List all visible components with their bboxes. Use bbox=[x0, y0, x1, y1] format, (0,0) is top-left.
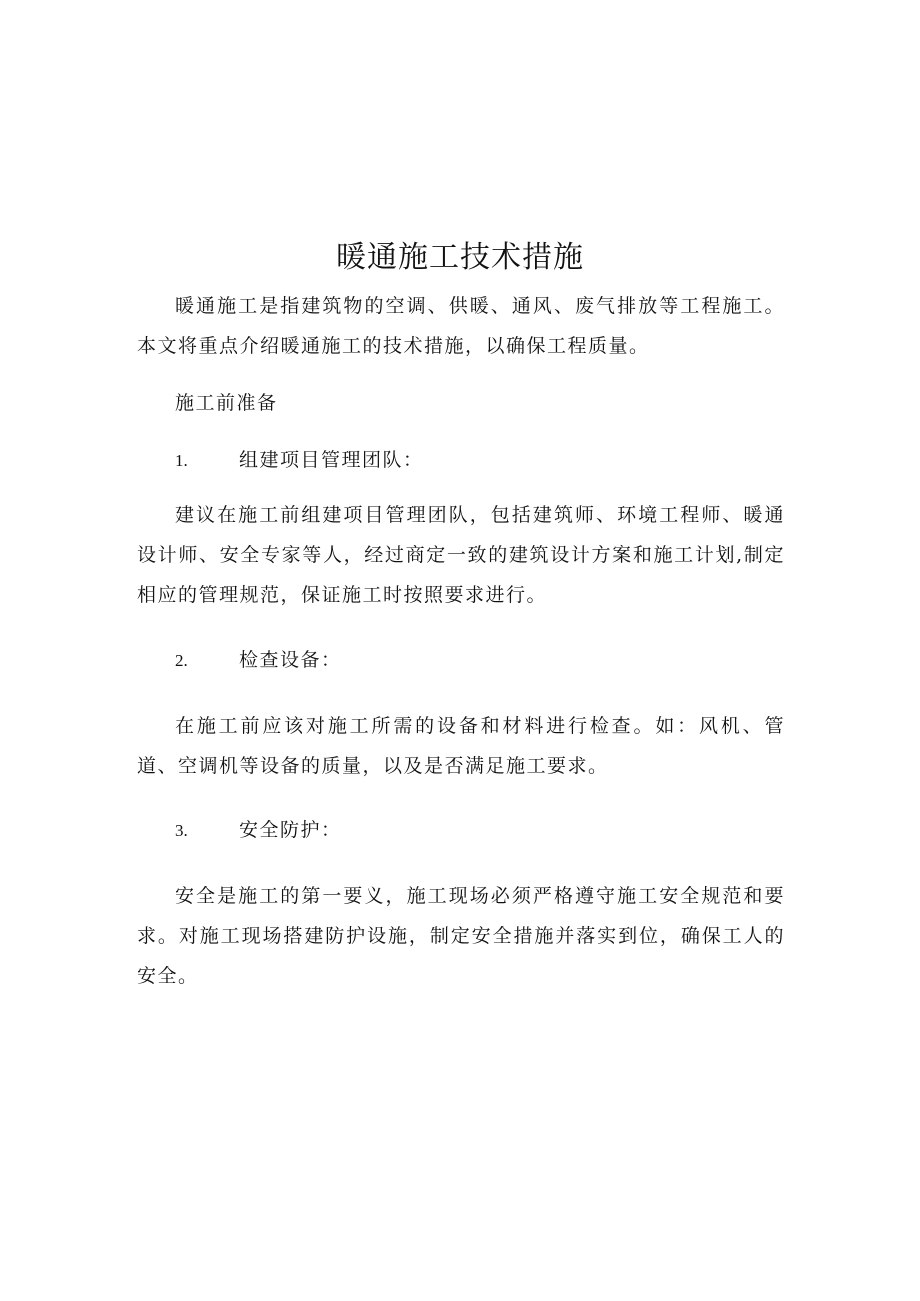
list-item-heading-2 bbox=[175, 640, 342, 681]
list-item-body-1: 建议在施工前组建项目管理团队，包括建筑师、环境工程师、暖通设计师、安全专家等人，经过商定一致的建筑设计方案和施工计划,制定相应的管理规范，保证施工时按照要求进行。 bbox=[137, 504, 785, 606]
list-heading-text: 组建项目管理团队： bbox=[239, 449, 424, 471]
list-number: 1. bbox=[175, 451, 188, 470]
list-number: 3. bbox=[175, 821, 188, 840]
list-item-body-3: 安全是施工的第一要义，施工现场必须严格遵守施工安全规范和要求。对施工现场搭建防护设施，制定安全措施并落实到位，确保工人的安全。 bbox=[137, 885, 785, 987]
document-title: 暖通施工技术措施 bbox=[336, 240, 584, 275]
section-heading: 施工前准备 bbox=[175, 392, 278, 414]
list-item-heading-1 bbox=[175, 440, 424, 481]
list-number: 2. bbox=[175, 651, 188, 670]
list-heading-text: 检查设备： bbox=[239, 649, 342, 671]
intro-paragraph: 暖通施工是指建筑物的空调、供暖、通风、废气排放等工程施工。本文将重点介绍暖通施工的技术措施，以确保工程质量。 bbox=[137, 295, 785, 357]
list-heading-text: 安全防护： bbox=[239, 819, 342, 841]
list-item-body-2: 在施工前应该对施工所需的设备和材料进行检查。如：风机、管道、空调机等设备的质量，以及是否满足施工要求。 bbox=[137, 715, 785, 777]
list-item-heading-3 bbox=[175, 810, 342, 851]
